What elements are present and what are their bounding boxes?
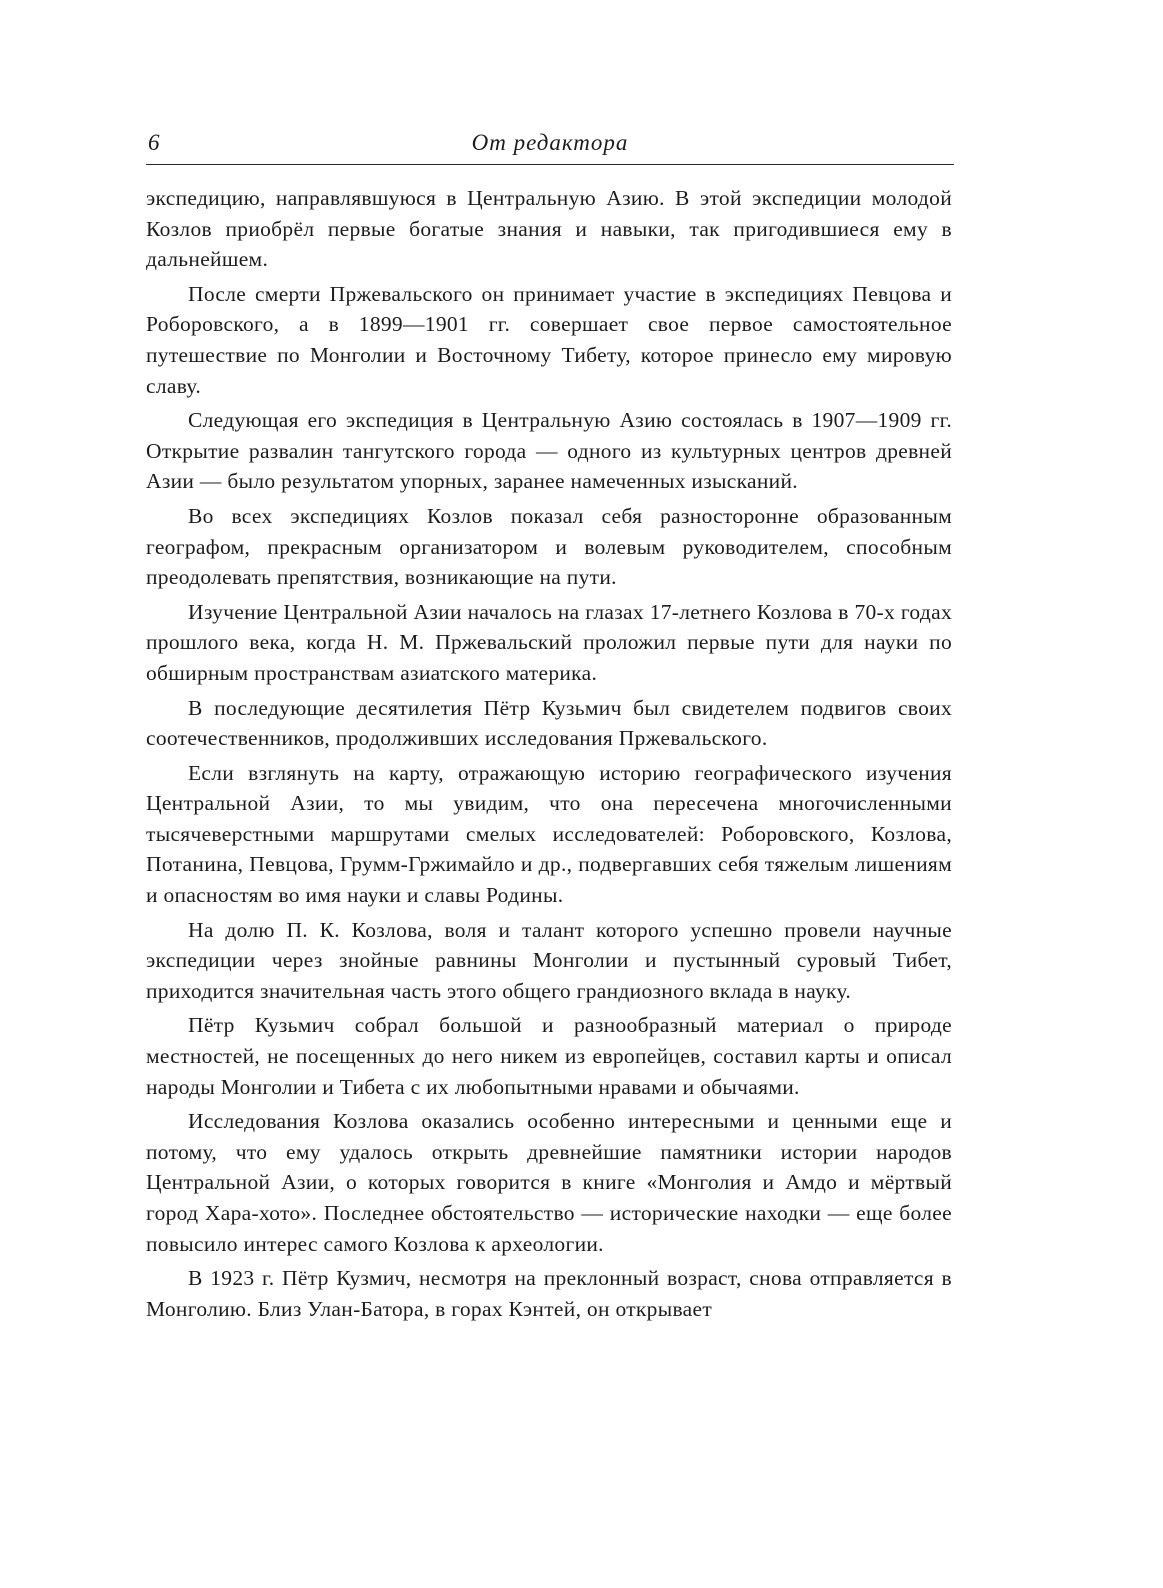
running-title: От редактора — [471, 130, 629, 155]
paragraph: В последующие десятилетия Пётр Кузьмич был свидетелем подвигов своих соотечественников, продолживших исследования Пржевальского. — [146, 695, 952, 751]
paragraph: На долю П. К. Козлова, воля и талант которого успешно провели научные экспедиции через знойные равнины Монголии и пустынный суровый Тибет, приходится значительная часть этого общего грандиозного вклада в науку. — [146, 917, 952, 1003]
body-text — [146, 183, 952, 1328]
page-header — [146, 126, 954, 165]
paragraph: Изучение Центральной Азии началось на глазах 17-летнего Козлова в 70-х годах прошлого века, когда Н. М. Пржевальский проложил первые пути для науки по обширным пространствам азиатского материка. — [146, 599, 952, 685]
paragraph: Следующая его экспедиция в Центральную Азию состоялась в 1907—1909 гг. Открытие развалин тангутского города — одного из культурных центров древней Азии — было результатом упорных, заранее намеченных изысканий. — [146, 408, 952, 494]
paragraph: Пётр Кузьмич собрал большой и разнообразный материал о природе местностей, не посещенных до него никем из европейцев, составил карты и описал народы Монголии и Тибета с их любопытными нравами и обычаями. — [146, 1013, 952, 1099]
paragraph: Исследования Козлова оказались особенно интересными и ценными еще и потому, что ему удалось открыть древнейшие памятники истории народов Центральной Азии, о которых говорится в книге «Монголия и Амдо и мёртвый город Хара-хото». Последнее обстоятельство — исторические находки — еще более повысило интерес самого Козлова к археологии. — [146, 1109, 952, 1256]
paragraph: Если взглянуть на карту, отражающую историю географического изучения Центральной Азии, то мы увидим, что она пересечена многочисленными тысячеверстными маршрутами смелых исследователей: Роборовского, Козлова, Потанина, Певцова, Грумм-Гржимайло и др., подвергавших себя тяжелым лишениям и опасностям во имя науки и славы Родины. — [146, 760, 952, 908]
paragraph: экспедицию, направлявшуюся в Центральную Азию. В этой экспедиции молодой Козлов приобрёл первые богатые знания и навыки, так пригодившиеся ему в дальнейшем. — [146, 186, 952, 272]
paragraph: После смерти Пржевальского он принимает участие в экспедициях Певцова и Роборовского, а в 1899—1901 гг. совершает свое первое самостоятельное путешествие по Монголии и Восточному Тибету, которое принесло ему мировую славу. — [146, 281, 952, 398]
paragraph: Во всех экспедициях Козлов показал себя разносторонне образованным географом, прекрасным организатором и волевым руководителем, способным преодолевать препятствия, возникающие на пути. — [146, 503, 952, 590]
page-number: 6 — [148, 130, 160, 155]
paragraph: В 1923 г. Пётр Кузмич, несмотря на преклонный возраст, снова отправляется в Монголию. Близ Улан-Батора, в горах Кэнтей, он открывает — [146, 1266, 952, 1321]
